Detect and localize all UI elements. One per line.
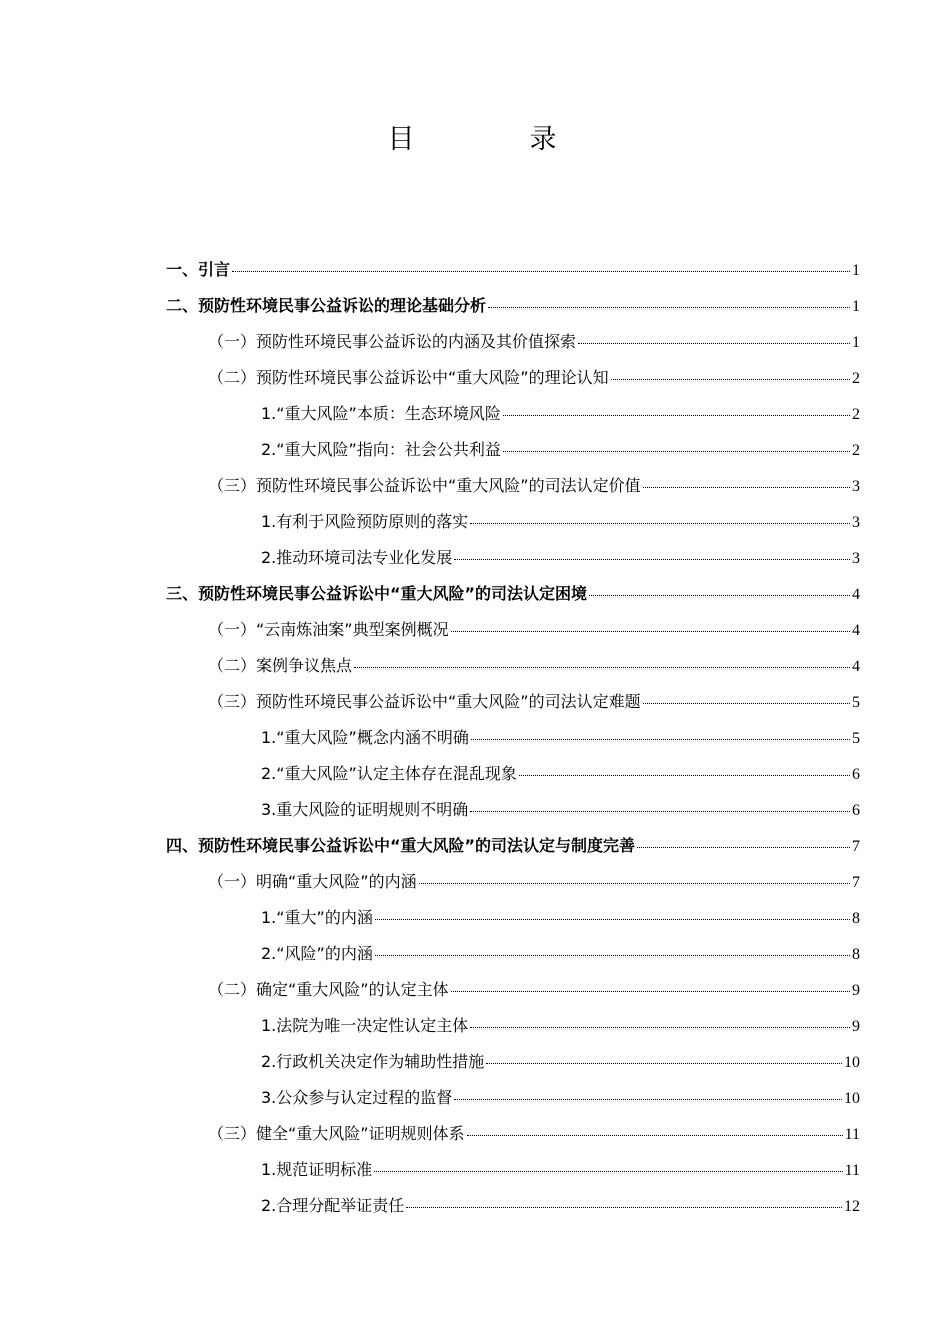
toc-dot-leader xyxy=(589,595,850,596)
toc-entry-label: 2.推动环境司法专业化发展 xyxy=(261,548,453,567)
toc-entry-label: 2.“重大风险”认定主体存在混乱现象 xyxy=(261,764,517,783)
toc-entry-label: 1.法院为唯一决定性认定主体 xyxy=(261,1016,469,1035)
toc-entry-label: 一、引言 xyxy=(166,260,231,279)
toc-entry[interactable] xyxy=(166,540,860,576)
toc-entry-label: 2.“重大风险”指向：社会公共利益 xyxy=(261,440,501,459)
toc-entry[interactable] xyxy=(166,396,860,432)
toc-page-number: 9 xyxy=(852,1018,860,1035)
toc-dot-leader xyxy=(375,955,850,956)
toc-page-number: 12 xyxy=(844,1198,860,1215)
toc-entry[interactable] xyxy=(166,1188,860,1224)
toc-dot-leader xyxy=(467,1135,843,1136)
toc-entry-label: （一）“云南炼油案”典型案例概况 xyxy=(208,620,449,639)
toc-entry[interactable] xyxy=(166,1044,860,1080)
toc-entry-label: （二）案例争议焦点 xyxy=(208,656,353,675)
toc-page-number: 10 xyxy=(844,1090,860,1107)
toc-entry-label: 1.有利于风险预防原则的落实 xyxy=(261,512,469,531)
table-of-contents xyxy=(166,252,860,1224)
toc-dot-leader xyxy=(503,415,850,416)
toc-dot-leader xyxy=(374,1171,842,1172)
toc-page-number: 11 xyxy=(844,1162,860,1179)
toc-entry[interactable] xyxy=(166,612,860,648)
toc-entry-label: （三）健全“重大风险”证明规则体系 xyxy=(208,1124,465,1143)
toc-entry[interactable] xyxy=(166,252,860,288)
toc-dot-leader xyxy=(232,271,850,272)
toc-entry[interactable] xyxy=(166,792,860,828)
toc-page-number: 11 xyxy=(844,1126,860,1143)
toc-dot-leader xyxy=(454,559,850,560)
toc-entry[interactable] xyxy=(166,828,860,864)
toc-entry-label: （三）预防性环境民事公益诉讼中“重大风险”的司法认定难题 xyxy=(208,692,641,711)
toc-entry[interactable] xyxy=(166,648,860,684)
toc-entry[interactable] xyxy=(166,504,860,540)
toc-page-number: 2 xyxy=(852,406,860,423)
toc-dot-leader xyxy=(454,1099,842,1100)
toc-page-number: 2 xyxy=(852,442,860,459)
toc-entry-label: 二、预防性环境民事公益诉讼的理论基础分析 xyxy=(166,296,487,315)
toc-dot-leader xyxy=(519,775,850,776)
toc-page-number: 6 xyxy=(852,802,860,819)
toc-entry[interactable] xyxy=(166,684,860,720)
toc-entry[interactable] xyxy=(166,432,860,468)
toc-entry[interactable] xyxy=(166,1008,860,1044)
toc-entry[interactable] xyxy=(166,900,860,936)
toc-dot-leader xyxy=(470,1027,850,1028)
toc-page-number: 9 xyxy=(852,982,860,999)
toc-entry-label: （二）预防性环境民事公益诉讼中“重大风险”的理论认知 xyxy=(208,368,609,387)
page-title: 目 录 xyxy=(387,124,601,155)
toc-dot-leader xyxy=(406,1207,842,1208)
toc-entry-label: （一）预防性环境民事公益诉讼的内涵及其价值探索 xyxy=(208,332,577,351)
toc-dot-leader xyxy=(637,847,850,848)
toc-entry[interactable] xyxy=(166,1152,860,1188)
toc-entry-label: 1.规范证明标准 xyxy=(261,1160,373,1179)
toc-entry-label: 2.合理分配举证责任 xyxy=(261,1196,405,1215)
toc-page-number: 1 xyxy=(852,334,860,351)
toc-entry[interactable] xyxy=(166,936,860,972)
toc-page-number: 6 xyxy=(852,766,860,783)
toc-dot-leader xyxy=(375,919,850,920)
toc-dot-leader xyxy=(503,451,850,452)
toc-dot-leader xyxy=(470,523,850,524)
toc-entry[interactable] xyxy=(166,756,860,792)
toc-entry[interactable] xyxy=(166,1080,860,1116)
toc-entry-label: （二）确定“重大风险”的认定主体 xyxy=(208,980,449,999)
toc-page-number: 10 xyxy=(844,1054,860,1071)
toc-page-number: 3 xyxy=(852,550,860,567)
toc-entry-label: 2.“风险”的内涵 xyxy=(261,944,373,963)
toc-page-number: 4 xyxy=(852,622,860,639)
toc-entry[interactable] xyxy=(166,972,860,1008)
toc-page-number: 2 xyxy=(852,370,860,387)
toc-page-number: 4 xyxy=(852,658,860,675)
toc-entry[interactable] xyxy=(166,576,860,612)
toc-page-number: 1 xyxy=(852,298,860,315)
toc-entry[interactable] xyxy=(166,864,860,900)
toc-entry-label: 1.“重大风险”概念内涵不明确 xyxy=(261,728,469,747)
toc-page-number: 4 xyxy=(852,586,860,603)
toc-page-number: 5 xyxy=(852,694,860,711)
toc-dot-leader xyxy=(611,379,850,380)
toc-entry-label: （一）明确“重大风险”的内涵 xyxy=(208,872,417,891)
toc-dot-leader xyxy=(451,991,850,992)
toc-entry-label: 四、预防性环境民事公益诉讼中“重大风险”的司法认定与制度完善 xyxy=(166,836,636,855)
toc-page-number: 7 xyxy=(852,838,860,855)
toc-dot-leader xyxy=(643,487,850,488)
toc-dot-leader xyxy=(578,343,850,344)
toc-entry-label: （三）预防性环境民事公益诉讼中“重大风险”的司法认定价值 xyxy=(208,476,641,495)
toc-page-number: 5 xyxy=(852,730,860,747)
toc-dot-leader xyxy=(419,883,850,884)
toc-entry[interactable] xyxy=(166,360,860,396)
toc-entry-label: 1.“重大风险”本质：生态环境风险 xyxy=(261,404,501,423)
toc-dot-leader xyxy=(643,703,850,704)
toc-entry-label: 三、预防性环境民事公益诉讼中“重大风险”的司法认定困境 xyxy=(166,584,588,603)
toc-entry[interactable] xyxy=(166,324,860,360)
toc-page-number: 3 xyxy=(852,514,860,531)
toc-entry-label: 3.重大风险的证明规则不明确 xyxy=(261,800,469,819)
toc-entry[interactable] xyxy=(166,720,860,756)
toc-entry[interactable] xyxy=(166,288,860,324)
toc-dot-leader xyxy=(451,631,850,632)
toc-entry-label: 2.行政机关决定作为辅助性措施 xyxy=(261,1052,485,1071)
toc-page-number: 1 xyxy=(852,262,860,279)
toc-entry[interactable] xyxy=(166,1116,860,1152)
toc-page-number: 3 xyxy=(852,478,860,495)
toc-dot-leader xyxy=(470,811,850,812)
toc-dot-leader xyxy=(471,739,850,740)
toc-page-number: 8 xyxy=(852,946,860,963)
toc-dot-leader xyxy=(486,1063,842,1064)
toc-dot-leader xyxy=(488,307,850,308)
toc-entry-label: 1.“重大”的内涵 xyxy=(261,908,373,927)
toc-dot-leader xyxy=(354,667,850,668)
toc-entry-label: 3.公众参与认定过程的监督 xyxy=(261,1088,453,1107)
toc-page-number: 7 xyxy=(852,874,860,891)
toc-entry[interactable] xyxy=(166,468,860,504)
toc-page-number: 8 xyxy=(852,910,860,927)
